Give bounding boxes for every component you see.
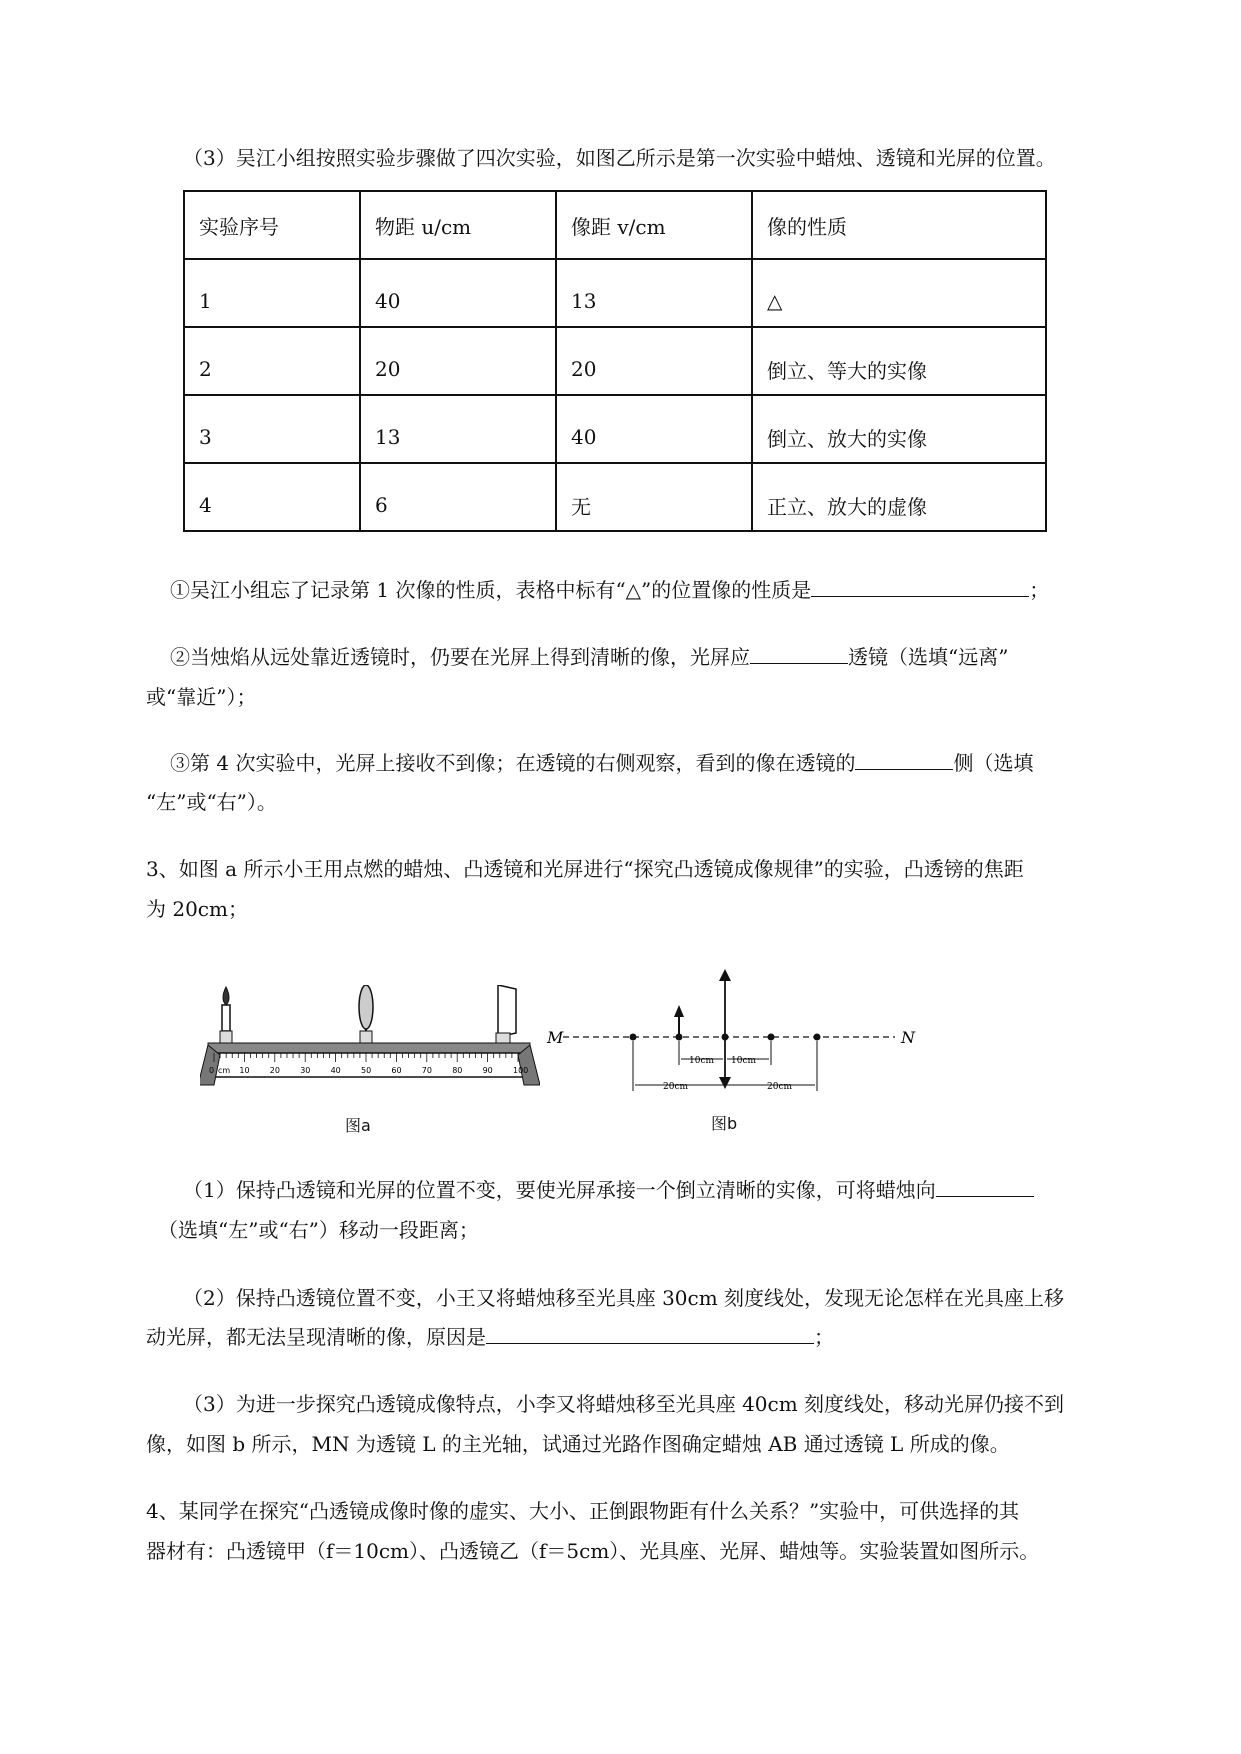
table-cell: 3 <box>199 425 212 449</box>
ruler-label: cm <box>218 1066 231 1075</box>
lens-bottom-arrow-icon <box>719 1077 731 1089</box>
table-header-row <box>184 191 1046 259</box>
light-screen-icon <box>498 985 516 1037</box>
table-header-cell: 像的性质 <box>767 214 847 239</box>
candle-icon <box>222 1005 230 1031</box>
table-cell: 正立、放大的虚像 <box>767 494 927 519</box>
table-cell: 40 <box>571 425 597 449</box>
table-cell: 无 <box>571 494 591 519</box>
optical-bench-rail <box>208 1043 530 1053</box>
q2-sub3-cont: “左”或“右”）。 <box>146 790 277 814</box>
q3-p1-text: （1）保持凸透镜和光屏的位置不变，要使光屏承接一个倒立清晰的实像，可将蜡烛向 <box>183 1178 936 1202</box>
ruler-label: 40 <box>330 1066 341 1075</box>
ruler-label: 10 <box>239 1066 250 1075</box>
answer-blank-1[interactable] <box>811 576 1029 597</box>
focal-point-f-left <box>676 1034 683 1041</box>
q2-sub1-end: ； <box>1029 578 1050 602</box>
dim-20cm-right: 20cm <box>767 1082 793 1092</box>
table-cell: 20 <box>375 357 401 381</box>
table-cell: 13 <box>571 289 597 313</box>
optical-center <box>722 1034 729 1041</box>
answer-blank-4[interactable] <box>936 1176 1034 1197</box>
table-cell: 13 <box>375 425 401 449</box>
experiment-table <box>183 190 1047 532</box>
q4-line-2: 器材有：凸透镜甲（f＝10cm）、凸透镜乙（f＝5cm）、光具座、光屏、蜡烛等。实验装置如图所示。 <box>146 1539 1040 1563</box>
answer-blank-2[interactable] <box>750 643 848 664</box>
ruler-label: 70 <box>421 1066 432 1075</box>
table-header-cell: 物距 u/cm <box>375 214 472 239</box>
dim-10cm-left: 10cm <box>689 1056 715 1066</box>
dim-20cm-left: 20cm <box>663 1082 689 1092</box>
q2-part3-intro: （3）吴江小组按照实验步骤做了四次实验，如图乙所示是第一次实验中蜡烛、透镜和光屏的位置。 <box>183 146 1056 170</box>
label-n: N <box>901 1028 915 1047</box>
candle-flame-icon <box>223 987 229 1005</box>
ruler-label: 80 <box>452 1066 463 1075</box>
q3-p1 <box>183 1176 1034 1204</box>
q3-p2-cont <box>146 1323 834 1351</box>
table-cell: 20 <box>571 357 597 381</box>
table-cell: 4 <box>199 493 212 517</box>
q3-p2: （2）保持凸透镜位置不变，小王又将蜡烛移至光具座 30cm 刻度线处，发现无论怎样在光具座上移 <box>183 1286 1065 1310</box>
table-row <box>184 259 1046 327</box>
table-cell: 6 <box>375 493 388 517</box>
table-cell: 40 <box>375 289 401 313</box>
label-m: M <box>547 1028 564 1047</box>
table-cell: 倒立、等大的实像 <box>767 358 927 383</box>
table-header-cell: 实验序号 <box>199 214 279 239</box>
q2-sub2-text-b: 透镜（选填“远离” <box>848 645 1009 669</box>
ruler-label: 100 <box>513 1066 529 1075</box>
table-header-cell: 像距 v/cm <box>571 214 666 239</box>
focal-point-2f-left <box>630 1034 637 1041</box>
focal-point-2f-right <box>814 1034 821 1041</box>
lens-top-arrow-icon <box>719 969 731 981</box>
q3-intro: 3、如图 a 所示小王用点燃的蜡烛、凸透镜和光屏进行“探究凸透镜成像规律”的实验，凸透镑的焦距 <box>146 857 1024 881</box>
table-row <box>184 463 1046 531</box>
q2-sub2-text: ②当烛焰从远处靠近透镜时，仍要在光屏上得到清晰的像，光屏应 <box>170 645 750 669</box>
table-row <box>184 395 1046 463</box>
figure-a-caption: 图a <box>345 1116 371 1135</box>
q3-intro-cont: 为 20cm； <box>146 897 248 921</box>
q3-p1-cont: （选填“左”或“右”）移动一段距离； <box>158 1218 479 1242</box>
q2-sub1-text: ①吴江小组忘了记录第 1 次像的性质，表格中标有“△”的位置像的性质是 <box>170 578 812 602</box>
q3-p3-cont: 像，如图 b 所示，MN 为透镜 L 的主光轴，试通过光路作图确定蜡烛 AB 通过透镜 L 所成的像。 <box>146 1432 1010 1456</box>
ruler-label: 90 <box>482 1066 493 1075</box>
ruler-label: 20 <box>269 1066 280 1075</box>
q3-p2-end: ； <box>814 1325 834 1349</box>
figure-b-caption: 图b <box>711 1114 738 1133</box>
q2-sub1 <box>170 576 1049 604</box>
table-cell: 倒立、放大的实像 <box>767 426 927 451</box>
q2-sub3 <box>170 749 1033 777</box>
table-row <box>184 327 1046 395</box>
figure-b-ray-diagram <box>545 965 920 1105</box>
table-cell: 2 <box>199 357 212 381</box>
table-cell: △ <box>767 289 783 313</box>
q4-line-1: 4、某同学在探究“凸透镜成像时像的虚实、大小、正倒跟物距有什么关系？”实验中，可供选择的其 <box>146 1499 1020 1523</box>
answer-blank-3[interactable] <box>855 749 953 770</box>
ruler-label: 0 <box>209 1066 215 1075</box>
convex-lens-icon <box>359 985 373 1029</box>
table-cell: 1 <box>199 289 212 313</box>
object-ab-arrow-icon <box>674 1005 684 1017</box>
dim-10cm-right: 10cm <box>731 1056 757 1066</box>
focal-point-f-right <box>768 1034 775 1041</box>
ruler-label: 30 <box>300 1066 311 1075</box>
q3-p2-text: 动光屏，都无法呈现清晰的像，原因是 <box>146 1325 486 1349</box>
answer-blank-5[interactable] <box>486 1323 814 1344</box>
q2-sub3-text-b: 侧（选填 <box>953 751 1034 775</box>
ruler-label: 60 <box>391 1066 402 1075</box>
q3-p3: （3）为进一步探究凸透镜成像特点，小李又将蜡烛移至光具座 40cm 刻度线处，移动光屏仍接不到 <box>183 1392 1065 1416</box>
q2-sub3-text: ③第 4 次实验中，光屏上接收不到像；在透镜的右侧观察，看到的像在透镜的 <box>170 751 856 775</box>
ruler-label: 50 <box>361 1066 372 1075</box>
q2-sub2-cont: 或“靠近”）； <box>146 685 257 709</box>
q2-sub2 <box>170 643 1008 671</box>
